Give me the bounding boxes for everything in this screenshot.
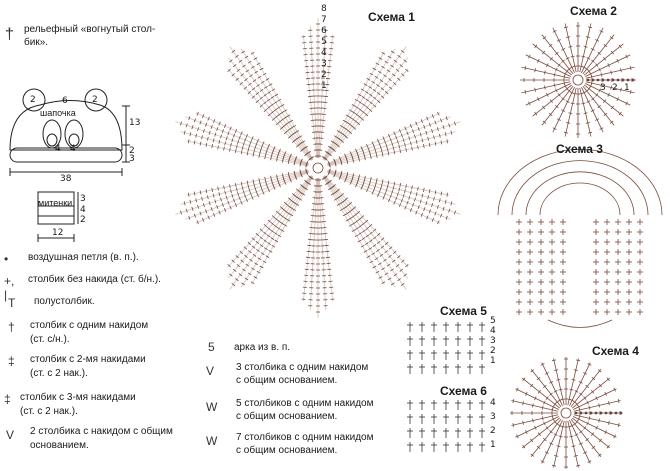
legend-sym: ‡: [8, 354, 15, 368]
scheme-5-row-number: 1: [490, 356, 496, 366]
mitten-label: митенки: [38, 198, 73, 208]
scheme-6-row-number: 2: [490, 426, 496, 436]
hat-shape: [10, 89, 130, 176]
scheme-6-row-number: 3: [490, 412, 496, 422]
legend-text2: с общим основанием.: [236, 411, 338, 422]
legend-sym: V: [6, 428, 15, 442]
legend-text: 2 столбика с накидом с общим: [30, 426, 173, 437]
legend-text: арка из в. п.: [234, 342, 291, 353]
scheme-2-row-number: 3: [600, 83, 606, 93]
hat-dim-3: 3: [129, 154, 135, 164]
scheme-2-radial: [520, 22, 636, 138]
hat-dim-2: 2: [129, 146, 135, 156]
legend-sym: 5: [208, 340, 215, 354]
legend-text: полустолбик.: [34, 296, 95, 307]
scheme-1-radial: [175, 18, 460, 318]
legend-text2: (ст. с/н.).: [30, 334, 70, 345]
scheme-6-row-number: 4: [490, 398, 496, 408]
legend-text2: (ст. с 2 нак.).: [20, 406, 78, 417]
mitten-dim-1: 3: [80, 194, 86, 204]
legend-text: столбик с 2-мя накидами: [30, 354, 146, 365]
mitten-dim-width: 12: [52, 228, 64, 238]
hat-dim-height: 13: [129, 118, 141, 128]
legend-sym: †: [8, 320, 15, 334]
scheme-1-row-number: 8: [321, 4, 327, 14]
scheme-3-title: Схема 3: [556, 142, 603, 156]
scheme-1-row-number: 4: [321, 48, 327, 58]
scheme-5-row-number: 5: [490, 316, 496, 326]
mitten-dim-3: 2: [80, 215, 86, 225]
scheme-1-row-number: 5: [321, 37, 327, 47]
legend-text: воздушная петля (в. п.).: [28, 252, 139, 263]
scheme-4-radial: [510, 357, 622, 469]
scheme-2-title: Схема 2: [570, 4, 617, 18]
hat-num-top: 6: [62, 96, 68, 106]
hat-num-right-ear: 2: [92, 95, 98, 105]
legend-text: столбик с одним накидом: [30, 320, 149, 331]
scheme-1-row-number: 6: [321, 26, 327, 36]
scheme-1-row-number: 1: [321, 81, 327, 91]
scheme-6-grid: [407, 400, 485, 452]
scheme-6-title: Схема 6: [440, 384, 487, 398]
scheme-1-row-number: 7: [321, 15, 327, 25]
legend-text: 3 столбика с одним накидом: [236, 362, 369, 373]
legend-sym: V: [206, 364, 215, 378]
hat-num-eye-left: 4: [55, 144, 61, 154]
scheme-1-title: Схема 1: [368, 10, 415, 24]
scheme-3-pattern: [498, 149, 662, 327]
hat-label: шапочка: [40, 108, 76, 118]
legend-text: столбик без накида (ст. б/н.).: [28, 274, 161, 285]
scheme-6-row-number: 1: [490, 440, 496, 450]
legend-sym: ‡: [4, 392, 11, 406]
legend-text: 5 столбиков с одним накидом: [236, 398, 374, 409]
note-line-1: рельефный «вогнутый стол-: [24, 24, 156, 35]
legend-sym: T: [8, 296, 16, 310]
legend-text2: с общим основанием.: [236, 375, 338, 386]
legend-sym: W: [206, 434, 218, 448]
scheme-5-grid: [407, 322, 485, 374]
legend-text2: (ст. с 2 нак.).: [30, 368, 88, 379]
legend-text2: с общим основанием.: [236, 445, 338, 456]
scheme-5-title: Схема 5: [440, 304, 487, 318]
hat-dim-width: 38: [60, 174, 72, 184]
scheme-2-row-number: 2: [612, 83, 618, 93]
legend-sym: W: [206, 400, 218, 414]
legend-sym: •: [4, 252, 9, 266]
legend-text2: основанием.: [30, 440, 89, 451]
scheme-5-row-number: 3: [490, 336, 496, 346]
relief-stitch-symbol: †: [5, 26, 14, 43]
scheme-2-row-number: 1: [624, 83, 630, 93]
hat-num-eye-right: 4: [70, 144, 76, 154]
note-line-2: бик».: [24, 37, 49, 48]
legend-sym: +, |: [4, 274, 15, 302]
scheme-1-row-number: 3: [321, 59, 327, 69]
legend-text: столбик с 3-мя накидами: [20, 392, 136, 403]
scheme-5-row-number: 2: [490, 346, 496, 356]
hat-num-left-ear: 2: [30, 95, 36, 105]
legend-text: 7 столбиков с одним накидом: [236, 432, 374, 443]
scheme-1-row-number: 2: [321, 70, 327, 80]
scheme-4-title: Схема 4: [592, 344, 639, 358]
scheme-5-row-number: 4: [490, 326, 496, 336]
mitten-dim-2: 4: [80, 205, 86, 215]
